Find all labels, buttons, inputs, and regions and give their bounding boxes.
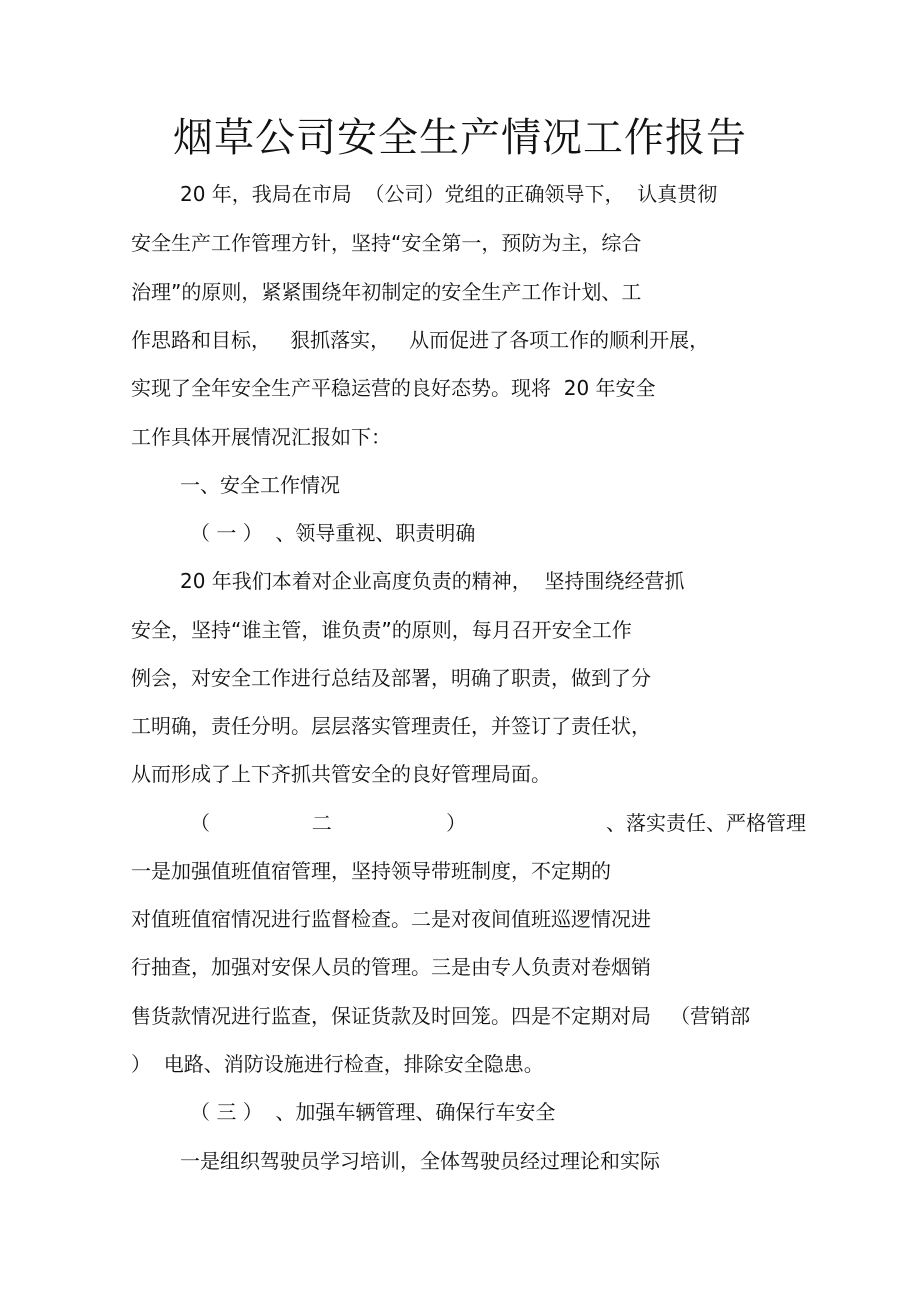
paragraph-line: 作思路和目标， 狠抓落实， 从而促进了各项工作的顺利开展，	[131, 328, 710, 352]
subsection-heading: （ 三 ） 、加强车辆管理、确保行车安全	[190, 1100, 556, 1124]
paragraph-line: 20 年我们本着对企业高度负责的精神， 坚持围绕经营抓	[180, 569, 685, 593]
document-title: 烟草公司安全生产情况工作报告	[173, 115, 747, 161]
paragraph-line: 20 年，我局在市局 （公司）党组的正确领导下， 认真贯彻	[180, 182, 718, 206]
paragraph-line: 对值班值宿情况进行监督检查。二是对夜间值班巡逻情况进	[131, 907, 651, 931]
paragraph-line: 例会，对安全工作进行总结及部署，明确了职责，做到了分	[131, 666, 651, 690]
paragraph-line: ） 电路、消防设施进行检查，排除安全隐患。	[131, 1052, 544, 1076]
paragraph-line: 工明确，责任分明。层层落实管理责任，并签订了责任状，	[131, 714, 651, 738]
paragraph-line: 安全生产工作管理方针，坚持“安全第一，预防为主，综合	[131, 231, 642, 255]
paragraph-line: 从而形成了上下齐抓共管安全的良好管理局面。	[131, 762, 551, 786]
paragraph-line: 实现了全年安全生产平稳运营的良好态势。现将 20 年安全	[131, 376, 656, 400]
paragraph-line: 行抽查，加强对安保人员的管理。三是由专人负责对卷烟销	[131, 955, 651, 979]
paragraph-line: 一是加强值班值宿管理，坚持领导带班制度，不定期的	[131, 859, 611, 883]
paragraph-line: 安全，坚持“谁主管，谁负责”的原则，每月召开安全工作	[131, 618, 632, 642]
paragraph-line: 一是组织驾驶员学习培训，全体驾驶员经过理论和实际	[180, 1149, 660, 1173]
subsection-heading: （ 一 ） 、领导重视、职责明确	[190, 521, 476, 545]
subsection-heading: （ 二 ） 、落实责任、严格管理	[190, 811, 807, 835]
paragraph-line: 治理”的原则，紧紧围绕年初制定的安全生产工作计划、工	[131, 280, 642, 304]
paragraph-line: 售货款情况进行监查，保证货款及时回笼。四是不定期对局 （营销部	[131, 1004, 751, 1028]
section-heading: 一、安全工作情况	[180, 473, 340, 497]
paragraph-line: 工作具体开展情况汇报如下：	[131, 425, 391, 449]
